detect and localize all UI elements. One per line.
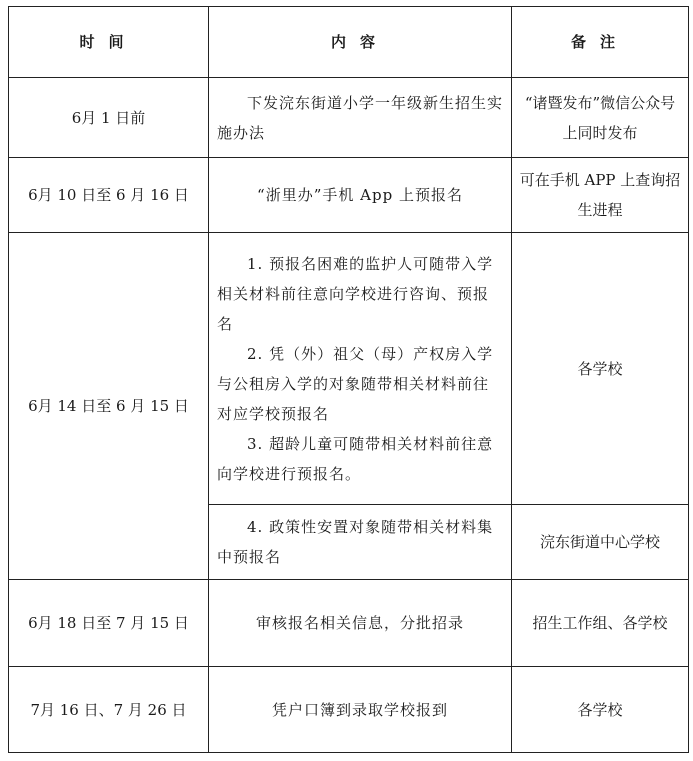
- table-row: [9, 580, 689, 667]
- row-note: 浣东街道中心学校: [512, 505, 689, 580]
- table-row: [9, 78, 689, 158]
- row-note: 可在手机 APP 上查询招生进程: [512, 158, 689, 233]
- row-note: “诸暨发布”微信公众号上同时发布: [512, 78, 689, 158]
- enrollment-schedule-table: [8, 6, 689, 753]
- table-header-row: [9, 7, 689, 78]
- table-row: [9, 233, 689, 505]
- table-row: [9, 667, 689, 753]
- row-content: [209, 233, 512, 505]
- header-time: 时间: [9, 7, 209, 78]
- content-text: 4. 政策性安置对象随带相关材料集中预报名: [217, 518, 494, 566]
- row-note: 招生工作组、各学校: [512, 580, 689, 667]
- row-note: 各学校: [512, 667, 689, 753]
- header-note: 备注: [512, 7, 689, 78]
- content-item: 1. 预报名困难的监护人可随带入学相关材料前往意向学校进行咨询、预报名: [217, 254, 494, 333]
- row-time: 6月 10 日至 6 月 16 日: [9, 158, 209, 233]
- header-content: 内容: [209, 7, 512, 78]
- row-content: [209, 78, 512, 158]
- content-item: 2. 凭（外）祖父（母）产权房入学与公租房入学的对象随带相关材料前往对应学校预报名: [217, 344, 494, 423]
- row-content: [209, 580, 512, 667]
- row-note: 各学校: [512, 233, 689, 505]
- row-content: [209, 158, 512, 233]
- row-time: 6月 14 日至 6 月 15 日: [9, 233, 209, 580]
- row-time: 7月 16 日、7 月 26 日: [9, 667, 209, 753]
- row-content: [209, 505, 512, 580]
- row-time: 6月 1 日前: [9, 78, 209, 158]
- content-item: 3. 超龄儿童可随带相关材料前往意向学校进行预报名。: [217, 434, 494, 483]
- content-text: 审核报名相关信息，分批招录: [255, 614, 464, 632]
- content-text: 下发浣东街道小学一年级新生招生实施办法: [217, 93, 504, 142]
- content-text: 凭户口簿到录取学校报到: [271, 700, 448, 719]
- table-row: [9, 158, 689, 233]
- row-time: 6月 18 日至 7 月 15 日: [9, 580, 209, 667]
- content-text: “浙里办”手机 App 上预报名: [257, 186, 463, 204]
- row-content: [209, 667, 512, 753]
